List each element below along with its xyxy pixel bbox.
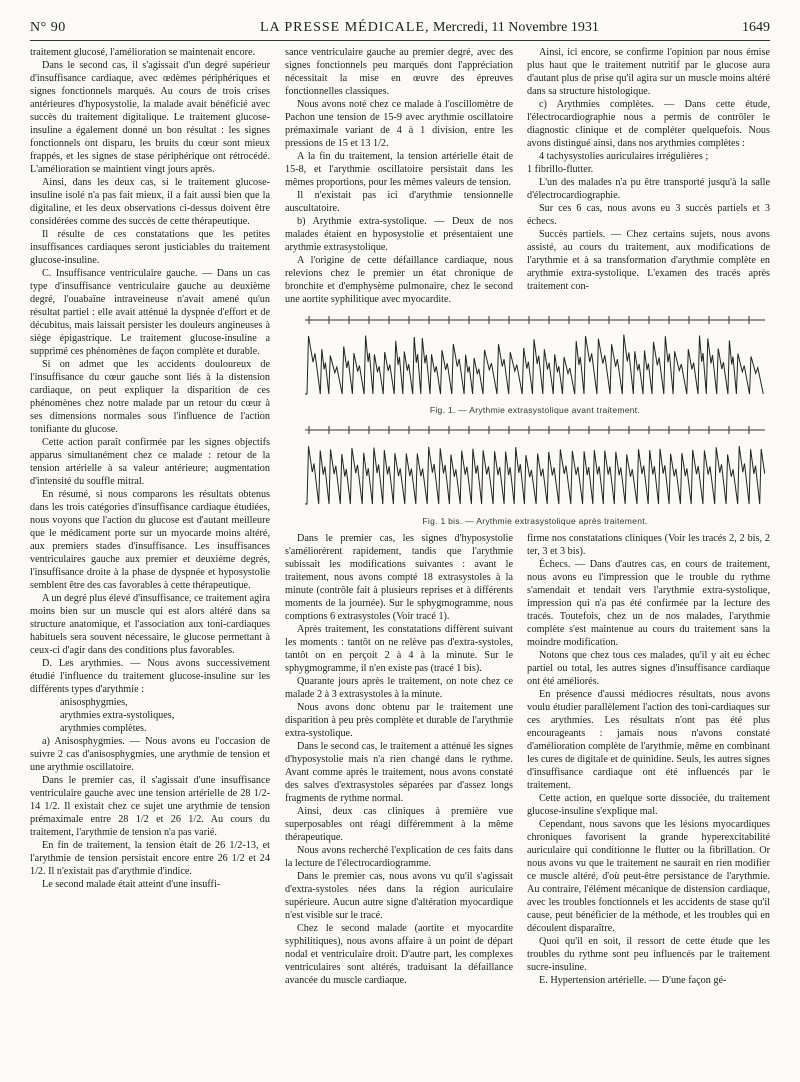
list-item: 4 tachysystolies auriculaires irrégulières ; <box>539 151 709 162</box>
paragraph: Le second malade était atteint d'une insuffi- <box>42 879 221 890</box>
sphygmogram-trace-before <box>305 312 765 402</box>
list-item: arythmies complètes. <box>60 723 147 734</box>
paragraph: Nous avons donc obtenu par le traitement une disparition à peu près complète et durable de l'arythmie extra-systolique. <box>285 702 513 739</box>
paragraph: A la fin du traitement, la tension artérielle était de 15-8, et l'arythmie oscillatoire persistait dans les mêmes proportions, pour les mêmes valeurs de tension. <box>285 151 513 188</box>
header-rule <box>30 40 770 41</box>
page-header <box>30 20 770 40</box>
paragraph: sance ventriculaire gauche au premier degré, avec des signes fonctionnels peu marqués dont l'appréciation nécessitait la mise en œuvre des épreuves fonctionnelles classiques. <box>285 47 513 97</box>
paragraph: Quoi qu'il en soit, il ressort de cette étude que les troubles du rythme sont peu influencés par le traitement sucre-insuline. <box>527 936 770 973</box>
paragraph: Quarante jours après le traitement, on note chez ce malade 2 à 3 extrasystoles à la minute. <box>285 676 513 700</box>
column-2-top <box>285 46 513 306</box>
column-2-bottom <box>285 532 513 987</box>
paragraph: b) Arythmie extra-systolique. — Deux de nos malades étaient en hyposystolie et présentaient une arythmie extrasystolique. <box>285 216 513 253</box>
figure-1-caption: Fig. 1. — Arythmie extrasystolique avant traitement. <box>429 405 641 415</box>
list-item: anisosphygmies, <box>60 697 128 708</box>
section-c-paragraph: C. Insuffisance ventriculaire gauche. — Dans un cas type d'insuffisance ventriculaire gauche au deuxième degré, l'ouabaïne intraveineuse n'avait amené qu'un résultat partiel : elle avait atténué la dyspnée d'effort et de décubitus, mais laissait persister les douleurs angineuses à siège épigastrique. Le traitement glucose-insuline a supprimé ces phénomènes de façon complète et durable. <box>30 268 270 357</box>
paragraph: Échecs. — Dans d'autres cas, en cours de traitement, nous avons eu l'impression que le trouble du rythme s'amendait et tendait vers l'arythmie extra-systolique, impression qui n'a pas été confirmée par la lecture des tracés. Toutefois, chez un de nos malades, l'arythmie complète s'est maintenue au cours du traitement sans la moindre modification. <box>527 559 770 648</box>
paragraph: Il n'existait pas ici d'arythmie tensionnelle auscultatoire. <box>285 190 513 214</box>
paragraph: Succès partiels. — Chez certains sujets, nous avons assisté, au cours du traitement, aux modifications de l'arythmie et à sa transformation d'arythmie complète en arythmie extra-systolique. L'examen des tracés après traitement con- <box>527 229 770 292</box>
paragraph: Nous avons recherché l'explication de ces faits dans la lecture de l'électrocardiogramme. <box>285 845 513 869</box>
pulse-waveform <box>305 335 763 394</box>
paragraph: traitement glucosé, l'amélioration se maintenait encore. <box>30 47 256 58</box>
paragraph: Cette action, en quelque sorte dissociée, du traitement glucose-insuline s'explique mal. <box>527 793 770 817</box>
paragraph: Si on admet que les accidents douloureux de l'insuffisance du cœur gauche sont liés à la distension cardiaque, on peut expliquer la disparition de ces phénomènes chez notre malade par un retour du cœur à ses dimensions normales sous l'influence de l'action tonifiante du glucose. <box>30 359 270 435</box>
journal-name: LA PRESSE MÉDICALE, <box>260 20 430 35</box>
list-item: 1 fibrillo-flutter. <box>527 164 594 175</box>
paragraph: A un degré plus élevé d'insuffisance, ce traitement agira moins bien sur un muscle qui est alors altéré dans sa structure anatomique, et l'association aux toni-cardiaques habituels sera souvent nécessaire, le glucose permettant à ceux-ci d'agir dans des conditions plus favorables. <box>30 593 270 656</box>
paragraph: Après traitement, les constatations diffèrent suivant les moments : tantôt on ne relève pas d'extra-systoles, tantôt on en perçoit 2 à 4 à la minute. Sur le sphygmogramme, il n'en existe pas (tracé 1 bis). <box>285 624 513 674</box>
paragraph: A l'origine de cette défaillance cardiaque, nous relevions chez le premier un état chronique de bronchite et d'emphysème pulmonaire, chez le second une aortite syphilitique avec myocardite. <box>285 255 513 305</box>
paragraph: En résumé, si nous comparons les résultats obtenus dans les trois catégories d'insuffisance cardiaque étudiées, nous voyons que l'action du glucose est d'autant meilleure que le médicament porte sur un myocarde moins altéré, aux premiers stades d'insuffisance. Les insuffisances ventriculaires gauche aux premier et deuxième degrés, l'insuffisance droite à la phase de dyspnée et hyposystolie semblent être des cas favorables à cette thérapeutique. <box>30 489 270 591</box>
paragraph: E. Hypertension artérielle. — D'une façon gé- <box>539 975 727 986</box>
paragraph: Dans le second cas, le traitement a atténué les signes d'hyposystolie mais n'a rien changé dans le rythme. Avant comme après le traitement, nous avons constaté des salves d'extrasystoles séparées par d'assez longs fragments de rythme normal. <box>285 741 513 804</box>
paragraph: Ainsi, dans les deux cas, si le traitement glucose-insuline isolé n'a pas fait mieux, il a fait aussi bien que la digitaline, et les deux observations ci-dessus doivent être considérées comme des succès de cette thérapeutique. <box>30 177 270 227</box>
paragraph: c) Arythmies complètes. — Dans cette étude, l'électrocardiographie nous a permis de contrôler le diagnostic clinique et de compléter quelquefois. Nous avons distingué ainsi, dans nos arythmies complètes : <box>527 99 770 149</box>
pulse-waveform <box>305 446 765 504</box>
figure-1-bis-caption: Fig. 1 bis. — Arythmie extrasystolique après traitement. <box>422 516 648 526</box>
paragraph: Ainsi, ici encore, se confirme l'opinion par nous émise plus haut que le traitement nutritif par le glucose aura d'autant plus de prise qu'il agira sur un muscle moins altéré dans sa structure histologique. <box>527 47 770 97</box>
journal-title <box>260 20 599 36</box>
paragraph: Il résulte de ces constatations que les petites insuffisances cardiaques seront justiciables du traitement glucose-insuline. <box>30 229 270 266</box>
paragraph: Cependant, nous savons que les lésions myocardiques chroniques favorisent la grande hyperexcitabilité auriculaire qui conditionne le flutter ou la fibrillation. Or nous avons vu que le traitement ne saurait en rien modifier ce muscle altéré, d'où peut-être persistance de l'arythmie. Au contraire, l'élément mécanique de distension cardiaque, avec les troubles fonctionnels et les accidents de stase qu'il cause, peut bénéficier de la méthode, et les troubles qui en découlent disparaître. <box>527 819 770 934</box>
section-d-paragraph: D. Les arythmies. — Nous avons successivement étudié l'influence du traitement glucose-insuline sur les différents types d'arythmie : <box>30 658 270 695</box>
issue-number: N° 90 <box>30 20 66 35</box>
paragraph: En fin de traitement, la tension était de 26 1/2-13, et l'arythmie de tension persistait encore entre 26 1/2 et 24 1/2. Il n'existait pas d'arythmie d'indice. <box>30 840 270 877</box>
paragraph: Ainsi, deux cas cliniques à première vue superposables ont réagi différemment à la même thérapeutique. <box>285 806 513 843</box>
paragraph: Notons que chez tous ces malades, qu'il y ait eu échec partiel ou total, les autres signes d'insuffisance cardiaque ont été améliorés. <box>527 650 770 687</box>
issue-date: Mercredi, 11 Novembre 1931 <box>433 20 599 35</box>
paragraph: Nous avons noté chez ce malade à l'oscillomètre de Pachon une tension de 15-9 avec arythmie oscillatoire prémaximale variant de 4 à 1 division, entre les pressions de 15 et 13 1/2. <box>285 99 513 149</box>
paragraph: En présence d'aussi médiocres résultats, nous avons voulu étudier parallèlement l'action des toni-cardiaques sur ces arythmies. Les résultats n'ont pas été plus encourageants : jamais nous n'avons constaté d'amélioration complète de l'arythmie, même en combinant les cures de digitale et de quinidine. Seuls, les autres signes d'insuffisance cardiaque ont été influencés par le traitement. <box>527 689 770 791</box>
page-number: 1649 <box>742 20 770 35</box>
paragraph: a) Anisosphygmies. — Nous avons eu l'occasion de suivre 2 cas d'anisosphygmies, une arythmie de tension et une arythmie oscillatoire. <box>30 736 270 773</box>
column-1 <box>30 46 270 891</box>
paragraph: Sur ces 6 cas, nous avons eu 3 succès partiels et 3 échecs. <box>527 203 770 227</box>
figure-1 <box>305 312 765 415</box>
paragraph: L'un des malades n'a pu être transporté jusqu'à la salle d'électrocardiographie. <box>527 177 770 201</box>
paragraph: Chez le second malade (aortite et myocardite syphilitiques), nous avons affaire à un point de départ nodal et ventriculaire droit. D'autre part, les complexes ventriculaires sont altérés, traduisant la défaillance avancée du muscle cardiaque. <box>285 923 513 986</box>
paragraph: Dans le premier cas, les signes d'hyposystolie s'améliorèrent rapidement, tandis que l'arythmie subissait les modifications suivantes : avant le traitement, nous avons compté 18 extrasystoles à la minute (contrôle fait à plusieurs reprises et à différents moments de la journée). Sur le sphygmogramme, nous comptions 6 extrasystoles (Voir tracé 1). <box>285 533 513 622</box>
figure-1-bis <box>305 422 765 526</box>
column-3-top <box>527 46 770 293</box>
paragraph: Dans le second cas, il s'agissait d'un degré supérieur d'insuffisance cardiaque, avec œdèmes périphériques et signes fonctionnels marqués. Au cours de trois crises antérieures d'hyposystolie, la malade avait bénéficié avec succès du traitement digitalique. Le traitement glucose-insuline a également donné un bon résultat : les signes fonctionnels ont disparu, les bruits du cœur sont mieux frappés, et les signes de stase périphérique ont rétrocédé. L'amélioration se maintient vingt jours après. <box>30 60 270 175</box>
list-item: arythmies extra-systoliques, <box>60 710 175 721</box>
sphygmogram-trace-after <box>305 422 765 512</box>
paragraph: Dans le premier cas, il s'agissait d'une insuffisance ventriculaire gauche avec une tension artérielle de 28 1/2-14 1/2. Il existait chez ce sujet une arythmie de tension prémaximale entre 28 1/2 et 26 1/2. Au cours du traitement, l'arythmie de tension n'a pas varié. <box>30 775 270 838</box>
paragraph: Cette action paraît confirmée par les signes objectifs apparus simultanément chez ce malade : retour de la tension artérielle à sa valeur antérieure; augmentation d'intensité du souffle mitral. <box>30 437 270 487</box>
paragraph: Dans le premier cas, nous avons vu qu'il s'agissait d'extra-systoles nées dans la région auriculaire supérieure. Aucun autre signe d'altération myocardique n'est visible sur le tracé. <box>285 871 513 921</box>
paragraph: firme nos constatations cliniques (Voir les tracés 2, 2 bis, 2 ter, 3 et 3 bis). <box>527 533 770 557</box>
column-3-bottom <box>527 532 770 987</box>
